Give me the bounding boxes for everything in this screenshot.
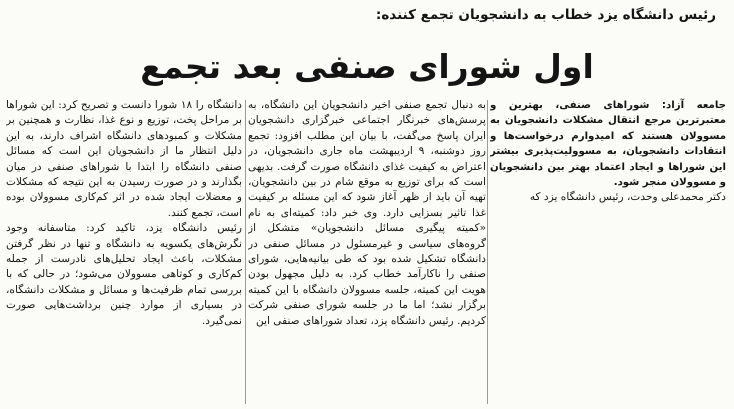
article-column-left xyxy=(6,98,242,406)
body-paragraph: به دنبال تجمع صنفی اخیر دانشجویان این دانشگاه، به پرسش‌های خبرنگار اجتماعی خبرگزاری دانشجویان ایران پاسخ می‌گفت، با بیان این مطلب افزود: تجمع روز دوشنبه، ۹ اردیبهشت ماه جاری دانشجویان، در اعتراض به کیفیت غذای دانشگاه صورت گرفت. بدیهی است که برای توزیع به موقع شام در بین دانشجویان، تهیه آن باید از ظهر آغاز شود که این مسئله بر کیفیت غذا تاثیر بسزایی دارد. وی خبر داد: کمیته‌ای به نام «کمیته پیگیری مسائل دانشجویان» متشکل از گروه‌های سیاسی و غیرمسئول در مسائل صنفی در دانشگاه تشکیل شده بود که طی بیانیه‌هایی، شورای صنفی را ناکارآمد خطاب کرد. به دلیل مجهول بودن هویت این کمیته، جلسه مسوولان دانشگاه با این کمیته برگزار نشد؛ اما ما در جلسه شورای صنفی شرکت کردیم. رئیس دانشگاه یزد، تعداد شوراهای صنفی این xyxy=(248,99,486,327)
lead-paragraph: جامعه آزاد: شوراهای صنفی، بهترین و معتبرترین مرجع انتقال مشکلات دانشجویان به مسوولان هستند که امیدوارم درخواست‌ها و انتقادات دانشجویان، به مسوولیت‌پذیری بیشتر این شوراها و ایجاد اعتماد بهتر بین دانشجویان و مسوولان منجر شود. xyxy=(490,100,726,189)
byline-paragraph: دکتر محمدعلی وحدت، رئیس دانشگاه یزد که xyxy=(529,191,726,204)
column-divider xyxy=(487,100,488,404)
article-column-middle xyxy=(248,98,486,406)
column-divider xyxy=(245,100,246,404)
body-paragraph: رئیس دانشگاه یزد، تاکید کرد: متاسفانه وجود نگرش‌های یکسویه به دانشگاه و تنها در نظر گرفتن مشکلات، باعث ایجاد تحلیل‌های نادرست از جمله کم‌کاری و کوتاهی مسوولان می‌شود؛ در حالی که با بررسی تمام ظرفیت‌ها و مسائل و مشکلات دانشگاه، در بسیاری از موارد چنین برداشت‌هایی صورت نمی‌گیرد. xyxy=(6,222,242,327)
body-paragraph: دانشگاه را ۱۸ شورا دانست و تصریح کرد: این شوراها بر مراحل پخت، توزیع و نوع غذا، نظارت و همچنین بر مشکلات و کمبودهای دانشگاه اشراف دارند، به این دلیل انتظار ما از دانشجویان این است که مسائل صنفی دانشگاه را ابتدا با شوراهای صنفی در میان بگذارند و در صورت رسیدن به این نتیجه که مشکلات و معضلات ایجاد شده در اثر کم‌کاری مسوولان بوده است، تجمع کنند. xyxy=(6,99,242,219)
headline: اول شورای صنفی بعد تجمع xyxy=(140,47,594,86)
article-column-right xyxy=(490,98,726,406)
kicker: رئیس دانشگاه یزد خطاب به دانشجویان تجمع کننده: xyxy=(375,7,716,23)
